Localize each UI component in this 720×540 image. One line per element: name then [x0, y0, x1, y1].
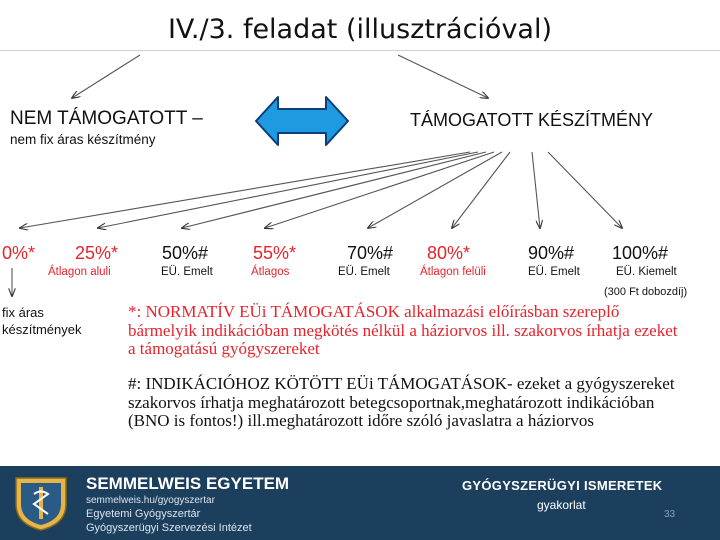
- footnote-normative: [128, 303, 688, 359]
- arrow-to-25: [98, 152, 478, 228]
- footer-university: SEMMELWEIS EGYETEM: [86, 474, 290, 493]
- left-subheader: nem fix áras készítmény: [10, 132, 156, 147]
- arrow-to-0: [20, 152, 470, 228]
- footnote-normative-text: alkalmazási előírásban szereplő bármelyik indikációban megkötés nélkül a háziorvos ill. szakorvos írhatja ezeket a támogatású gyógyszereket: [128, 302, 678, 358]
- category-55-pct: 55%*: [253, 243, 297, 263]
- fix-price-label: fix áras készítmények: [2, 305, 82, 337]
- footnote-indication: #: INDIKÁCIÓHOZ KÖTÖTT EÜi TÁMOGATÁSOK- ezeket a gyógyszereket szakorvos írhatja meghatározott betegcsoportnak,meghatározott indikációban (BNO is fontos!) ill.meghatározott időre szóló javaslatra a háziorvos: [128, 374, 675, 430]
- category-55-label: Átlagos: [251, 266, 290, 278]
- arrow-to-50: [182, 152, 486, 228]
- category-0-pct: 0%*: [2, 243, 36, 263]
- university-logo: [10, 474, 72, 532]
- category-90-label: EÜ. Emelt: [528, 266, 580, 278]
- category-80-pct: 80%*: [427, 243, 471, 263]
- footer-website: semmelweis.hu/gyogyszertar: [86, 495, 215, 506]
- category-90-pct: 90%#: [528, 243, 575, 263]
- footer-dept-line1: Egyetemi Gyógyszertár: [86, 508, 201, 520]
- arrow-to-90: [532, 152, 540, 228]
- category-70-label: EÜ. Emelt: [338, 266, 390, 278]
- footnote-normative-title: *: NORMATÍV EÜi TÁMOGATÁSOK: [128, 302, 400, 321]
- arrow-to-100: [548, 152, 622, 228]
- category-100-pct: 100%#: [612, 243, 669, 263]
- kiemelt-fee-note: (300 Ft dobozdíj): [604, 286, 688, 298]
- left-header: NEM TÁMOGATOTT –: [10, 108, 203, 129]
- footer-dept-line2: Gyógyszerügyi Szervezési Intézet: [86, 522, 252, 534]
- right-header: TÁMOGATOTT KÉSZÍTMÉNY: [410, 110, 654, 130]
- double-arrow-icon: [254, 93, 350, 149]
- category-80-label: Átlagon felüli: [420, 266, 486, 278]
- footer-banner: [0, 466, 720, 540]
- category-70-pct: 70%#: [347, 243, 394, 263]
- category-25-pct: 25%*: [75, 243, 119, 263]
- page-number: 33: [664, 509, 676, 520]
- category-50-pct: 50%#: [162, 243, 209, 263]
- slide-title: IV./3. feladat (illusztrációval): [167, 14, 553, 45]
- arrow-title-to-right: [398, 55, 488, 98]
- category-50-label: EÜ. Emelt: [161, 266, 213, 278]
- footer-course: GYÓGYSZERÜGYI ISMERETEK: [462, 478, 663, 493]
- arrow-title-to-left: [72, 55, 140, 98]
- category-100-label: EÜ. Kiemelt: [616, 266, 677, 278]
- footer-course-type: gyakorlat: [537, 498, 586, 512]
- arrow-to-70: [368, 152, 502, 228]
- category-25-label: Átlagon aluli: [48, 266, 111, 278]
- arrow-to-55: [265, 152, 494, 228]
